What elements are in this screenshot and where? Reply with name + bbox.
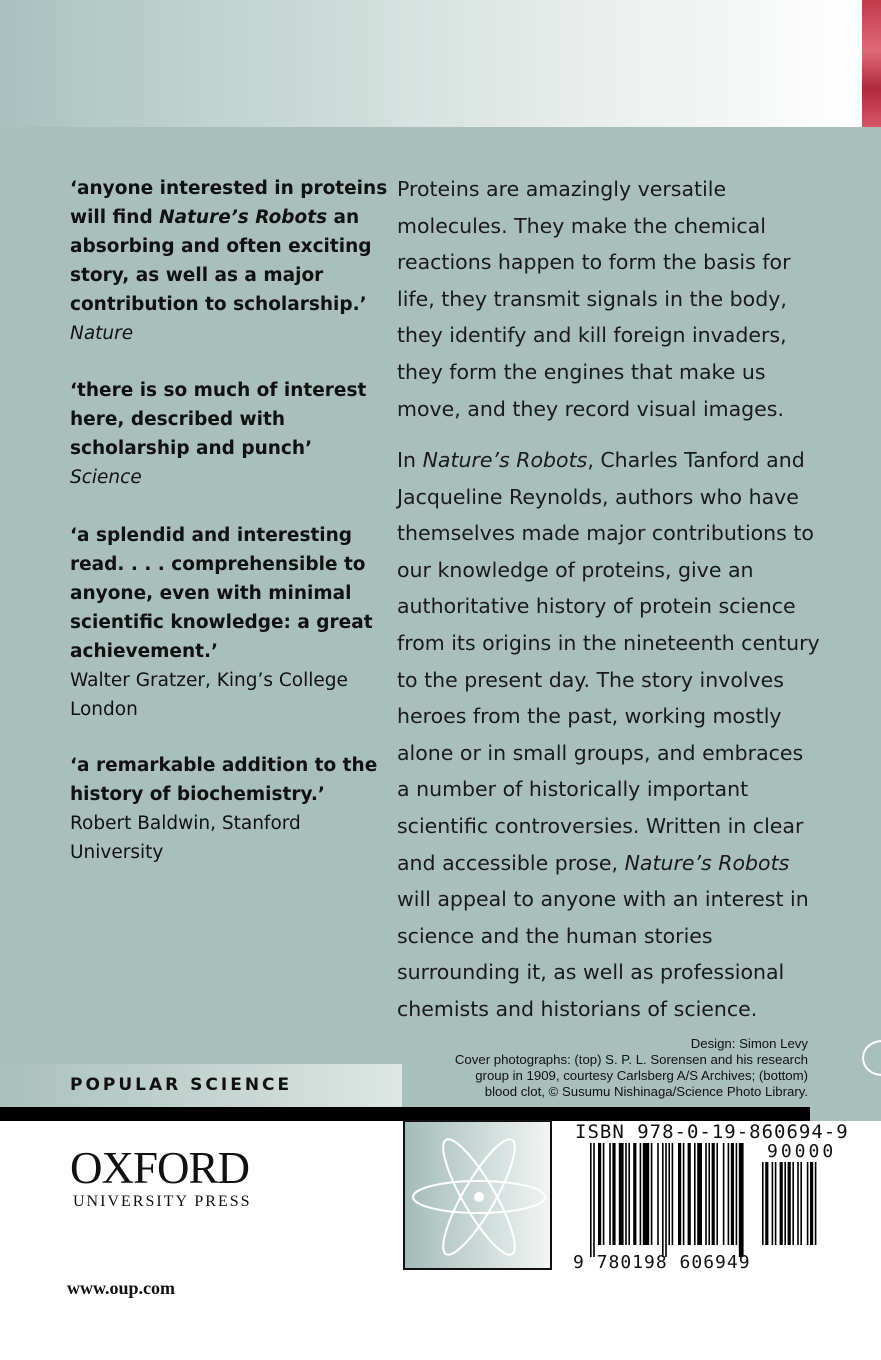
barcode-bar	[672, 1143, 674, 1245]
text-line	[397, 698, 867, 735]
review-quote	[70, 751, 378, 867]
ean-number: 9 780198 606949	[573, 1252, 751, 1273]
text-segment: surrounding it, as well as professional	[397, 960, 785, 985]
review-quote	[70, 174, 388, 348]
text-segment: ‘a remarkable addition to the	[70, 755, 378, 776]
text-segment: heroes from the past, working mostly	[397, 704, 782, 729]
text-line	[397, 515, 867, 552]
italic-title: Nature’s Robots	[159, 207, 328, 228]
barcode-bar	[590, 1143, 592, 1257]
text-segment: Walter Gratzer, King’s College	[70, 670, 348, 691]
barcode-bar	[712, 1143, 715, 1245]
barcode-bar	[665, 1143, 667, 1257]
text-segment: themselves made major contributions to	[397, 521, 814, 546]
text-segment: ‘there is so much of interest	[70, 380, 367, 401]
text-segment: an	[327, 207, 360, 228]
text-segment: will appeal to anyone with an interest in	[397, 887, 809, 912]
barcode	[590, 1143, 750, 1257]
text-segment: chemists and historians of science.	[397, 996, 758, 1021]
barcode-bar	[736, 1143, 738, 1245]
barcode-bar	[625, 1143, 627, 1245]
italic-title: Nature’s Robots	[422, 448, 588, 472]
text-line	[70, 261, 370, 290]
text-line	[397, 918, 867, 955]
text-line	[70, 290, 370, 319]
text-line	[70, 232, 370, 261]
text-line	[70, 203, 370, 232]
text-segment: ‘a splendid and interesting	[70, 525, 353, 546]
barcode-bar	[694, 1143, 696, 1245]
text-line	[397, 808, 867, 845]
text-segment: life, they transmit signals in the body,	[397, 286, 787, 311]
barcode-bar	[810, 1162, 813, 1245]
text-segment: read. . . . comprehensible to	[70, 554, 366, 575]
isbn-text: ISBN 978-0-19-860694-9	[575, 1121, 849, 1143]
barcode-bar	[697, 1143, 702, 1245]
text-line	[70, 695, 370, 724]
text-line	[70, 521, 370, 550]
barcode-bar	[662, 1143, 664, 1257]
text-line	[70, 780, 370, 809]
text-segment: scientific knowledge: a great	[70, 612, 373, 633]
barcode-bar	[800, 1162, 802, 1245]
text-segment: , Charles Tanford and	[587, 448, 805, 472]
category-label: POPULAR SCIENCE	[70, 1075, 293, 1095]
quote-text	[70, 174, 388, 319]
barcode-bar	[708, 1143, 710, 1245]
text-line	[70, 405, 370, 434]
text-segment: here, described with	[70, 409, 286, 430]
barcode-bar	[612, 1143, 615, 1245]
text-line	[70, 174, 388, 203]
barcode-bar	[792, 1162, 794, 1245]
text-segment: they form the engines that make us	[397, 359, 766, 384]
quote-source	[70, 463, 370, 492]
blood-clot-photo-edge	[862, 0, 881, 127]
text-segment: scientific controversies. Written in clear	[397, 813, 804, 838]
description-paragraph	[397, 171, 867, 427]
text-line	[70, 637, 370, 666]
barcode-bar	[762, 1162, 764, 1245]
cover-photo-band	[0, 0, 862, 127]
barcode-bar	[603, 1143, 605, 1245]
text-line	[397, 881, 867, 918]
text-segment: anyone, even with minimal	[70, 583, 352, 604]
barcode-bar	[657, 1143, 659, 1245]
text-line	[70, 666, 370, 695]
text-line	[70, 550, 370, 579]
barcode-bar	[731, 1143, 734, 1245]
text-line	[397, 317, 867, 354]
barcode-bar	[668, 1143, 670, 1245]
text-segment: In	[397, 448, 423, 472]
text-line	[70, 463, 370, 492]
barcode-addon-text: 90000	[767, 1141, 837, 1162]
text-segment: from its origins in the nineteenth century	[397, 630, 820, 655]
text-line	[70, 579, 370, 608]
divider-bar	[0, 1107, 810, 1121]
publisher-logo: OXFORD	[70, 1143, 250, 1193]
text-segment: Robert Baldwin, Stanford	[70, 813, 301, 834]
text-segment: move, and they record visual images.	[397, 396, 784, 421]
text-line	[397, 625, 867, 662]
publisher-url: www.oup.com	[67, 1278, 176, 1298]
barcode-bar	[788, 1162, 791, 1245]
text-segment: and accessible prose,	[397, 850, 625, 875]
quote-source	[70, 319, 370, 348]
barcode-bar	[815, 1162, 817, 1245]
italic-title: Science	[70, 467, 142, 488]
barcode-bar	[643, 1143, 649, 1245]
text-segment: absorbing and often exciting	[70, 236, 372, 257]
text-segment: contribution to scholarship.’	[70, 294, 367, 315]
text-line	[397, 991, 867, 1028]
barcode-bar	[683, 1143, 685, 1245]
text-line	[397, 391, 867, 428]
text-segment: scholarship and punch’	[70, 438, 313, 459]
text-line	[397, 954, 867, 991]
design-credit: Design: Simon Levy	[690, 1036, 808, 1051]
barcode-bar	[765, 1162, 768, 1245]
barcode-bar	[775, 1162, 777, 1245]
text-line	[397, 735, 867, 772]
barcode-bar	[797, 1162, 799, 1245]
barcode-bar	[705, 1143, 707, 1245]
atom-icon	[405, 1122, 550, 1268]
text-segment: alone or in small groups, and embraces	[397, 740, 804, 765]
quote-source	[70, 809, 370, 867]
barcode-bar	[688, 1143, 691, 1245]
italic-title: Nature	[70, 323, 134, 344]
text-line	[70, 838, 370, 867]
quote-text	[70, 376, 370, 463]
text-segment: University	[70, 842, 164, 863]
text-segment: authoritative history of protein science	[397, 594, 796, 619]
photo-credit-line: blood clot, © Susumu Nishinaga/Science Photo Library.	[484, 1084, 808, 1099]
atom-logo	[403, 1120, 552, 1270]
text-segment: story, as well as a major	[70, 265, 324, 286]
text-line	[70, 319, 370, 348]
text-line	[70, 809, 370, 838]
text-line	[397, 588, 867, 625]
text-segment: our knowledge of proteins, give an	[397, 557, 754, 582]
review-quote	[70, 376, 370, 492]
photo-credit-line: Cover photographs: (top) S. P. L. Sorensen and his research	[454, 1052, 808, 1067]
text-line	[70, 376, 370, 405]
barcode-bar	[739, 1143, 744, 1257]
photo-credit-line: group in 1909, courtesy Carlsberg A/S Archives; (bottom)	[475, 1068, 808, 1083]
text-line	[70, 608, 373, 637]
barcode-bar	[807, 1162, 809, 1245]
text-line	[397, 354, 867, 391]
category-band	[0, 1064, 402, 1107]
italic-title: Nature’s Robots	[624, 850, 790, 875]
text-segment: Proteins are amazingly versatile	[397, 177, 727, 201]
barcode-bar	[593, 1143, 595, 1257]
text-segment: achievement.’	[70, 641, 219, 662]
barcode-bar	[651, 1143, 653, 1245]
text-segment: Jacqueline Reynolds, authors who have	[397, 484, 799, 509]
text-line	[70, 434, 370, 463]
text-line	[397, 208, 867, 245]
barcode-bar	[628, 1143, 630, 1245]
text-segment: history of biochemistry.’	[70, 784, 325, 805]
barcode-bar	[780, 1162, 783, 1245]
barcode-addon	[762, 1162, 842, 1257]
text-segment: London	[70, 699, 138, 720]
publisher-logo-subtitle: UNIVERSITY PRESS	[73, 1193, 252, 1210]
text-line	[397, 281, 867, 318]
description-paragraph	[397, 442, 867, 1028]
text-segment: a number of historically important	[397, 777, 749, 802]
text-line	[397, 845, 867, 882]
text-line	[397, 171, 867, 208]
text-line	[397, 552, 867, 589]
barcode-bar	[619, 1143, 624, 1245]
quote-source	[70, 666, 370, 724]
review-quote	[70, 521, 373, 724]
text-segment: to the present day. The story involves	[397, 667, 784, 692]
barcode-bar	[598, 1143, 601, 1245]
text-line	[397, 442, 867, 479]
text-line	[70, 751, 378, 780]
text-segment: science and the human stories	[397, 923, 713, 948]
text-line	[397, 479, 867, 516]
cover-credits	[455, 1036, 808, 1100]
text-segment: will find	[70, 207, 160, 228]
barcode-bar	[633, 1143, 636, 1245]
text-line	[397, 771, 867, 808]
text-line	[397, 662, 867, 699]
barcode-bar	[716, 1143, 718, 1245]
text-segment: they identify and kill foreign invaders,	[397, 323, 787, 348]
text-segment: ‘anyone interested in proteins	[70, 178, 388, 199]
barcode-bar	[609, 1143, 611, 1245]
text-segment: reactions happen to form the basis for	[397, 250, 791, 275]
barcode-bar	[772, 1162, 774, 1245]
barcode-bar	[678, 1143, 681, 1245]
barcode-bar	[640, 1143, 642, 1245]
barcode-bar	[784, 1162, 786, 1245]
text-segment: molecules. They make the chemical	[397, 213, 766, 238]
text-line	[397, 244, 867, 281]
barcode-bar	[723, 1143, 725, 1245]
quote-text	[70, 521, 373, 666]
barcode-bar	[728, 1143, 730, 1245]
quote-text	[70, 751, 378, 809]
